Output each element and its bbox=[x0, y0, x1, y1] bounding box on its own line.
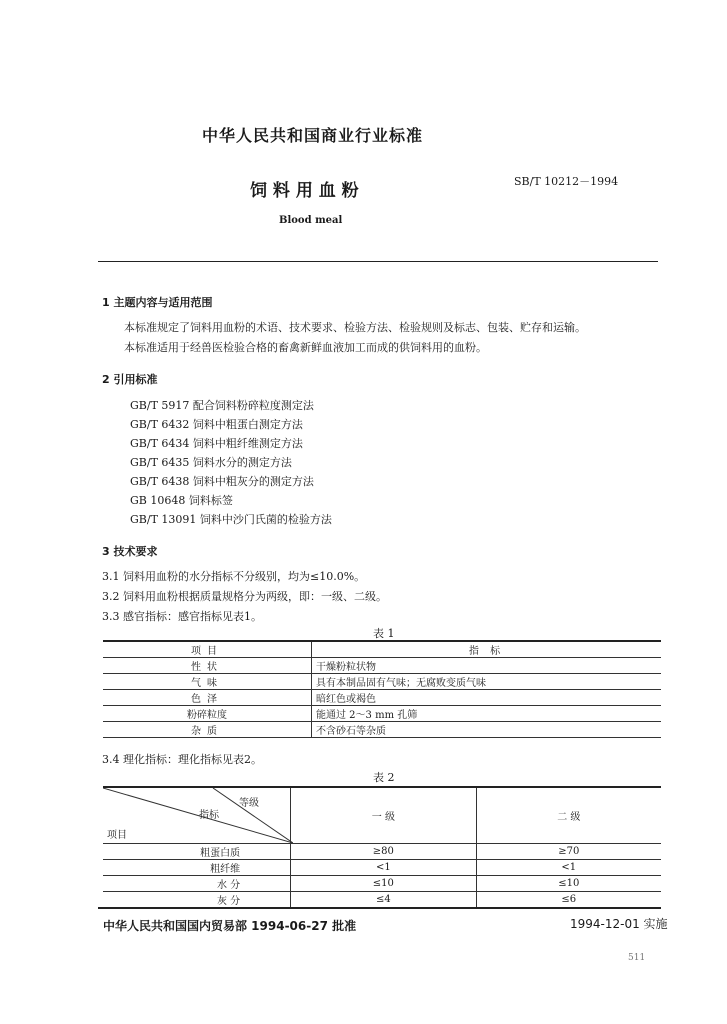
reference-item: GB/T 5917 配合饲料粉碎粒度测定法 bbox=[130, 399, 314, 412]
table1-header-index: 指 标 bbox=[312, 641, 662, 658]
table2-diagonal-header bbox=[103, 787, 291, 844]
reference-item: GB/T 6434 饲料中粗纤维测定方法 bbox=[130, 437, 303, 450]
reference-item: GB/T 6432 饲料中粗蛋白测定方法 bbox=[130, 418, 303, 431]
table2-item: 粗纤维 bbox=[103, 860, 291, 876]
table2-item: 粗蛋白质 bbox=[103, 844, 291, 860]
clause-3-1: 3.1 饲料用血粉的水分指标不分级别，均为≤10.0%。 bbox=[102, 570, 366, 583]
table-row bbox=[103, 860, 661, 876]
table-row bbox=[103, 706, 661, 722]
table1-caption: 表 1 bbox=[373, 627, 395, 640]
table1-value: 具有本制品固有气味；无腐败变质气味 bbox=[312, 674, 662, 690]
table1-item: 气味 bbox=[103, 674, 312, 690]
table2-grade1-value: ≤10 bbox=[291, 876, 476, 892]
table-row bbox=[103, 844, 661, 860]
approval-note: 中华人民共和国国内贸易部 1994-06-27 批准 bbox=[103, 919, 357, 933]
table2-item: 灰 分 bbox=[103, 892, 291, 908]
table2-grade2-value: ≤10 bbox=[476, 876, 661, 892]
table2 bbox=[103, 786, 661, 908]
diagonal-lines bbox=[103, 788, 293, 843]
section1-heading: 1 主题内容与适用范围 bbox=[102, 296, 213, 309]
footer-rule bbox=[98, 907, 661, 909]
table1-item: 性状 bbox=[103, 658, 312, 674]
page-number: 511 bbox=[628, 953, 646, 963]
clause-3-4: 3.4 理化指标：理化指标见表2。 bbox=[102, 753, 262, 766]
clause-3-3: 3.3 感官指标：感官指标见表1。 bbox=[102, 610, 262, 623]
reference-item: GB 10648 饲料标签 bbox=[130, 494, 233, 507]
table2-grade2-value: ≥70 bbox=[476, 844, 661, 860]
section1-para1: 本标准规定了饲料用血粉的术语、技术要求、检验方法、检验规则及标志、包装、贮存和运输。 bbox=[124, 321, 586, 334]
table-row bbox=[103, 690, 661, 706]
table1-value: 干燥粉粒状物 bbox=[312, 658, 662, 674]
english-title: Blood meal bbox=[279, 215, 343, 226]
table2-grade1-header: 一 级 bbox=[291, 787, 476, 844]
table2-grade1-value: ≥80 bbox=[291, 844, 476, 860]
table2-header-row bbox=[103, 787, 661, 844]
table2-grade2-header: 二 级 bbox=[476, 787, 661, 844]
table1-value: 不含砂石等杂质 bbox=[312, 722, 662, 738]
table2-item: 水 分 bbox=[103, 876, 291, 892]
diag-item-label: 项目 bbox=[107, 830, 127, 841]
reference-item: GB/T 6438 饲料中粗灰分的测定方法 bbox=[130, 475, 314, 488]
table1-value: 能通过 2～3 mm 孔筛 bbox=[312, 706, 662, 722]
table2-grade2-value: ≤6 bbox=[476, 892, 661, 908]
standard-number: SB/T 10212－1994 bbox=[514, 175, 619, 188]
table1 bbox=[103, 640, 661, 738]
table1-header-row bbox=[103, 641, 661, 658]
table-row bbox=[103, 876, 661, 892]
document-title: 饲 料 用 血 粉 bbox=[250, 181, 359, 201]
table2-caption: 表 2 bbox=[373, 771, 395, 784]
table1-item: 色泽 bbox=[103, 690, 312, 706]
clause-3-2: 3.2 饲料用血粉根据质量规格分为两级，即：一级、二级。 bbox=[102, 590, 387, 603]
table1-header-item: 项目 bbox=[103, 641, 312, 658]
table2-grade1-value: ≤4 bbox=[291, 892, 476, 908]
table1-value: 暗红色或褐色 bbox=[312, 690, 662, 706]
table-row bbox=[103, 892, 661, 908]
table-row bbox=[103, 658, 661, 674]
table1-item: 杂质 bbox=[103, 722, 312, 738]
section2-heading: 2 引用标准 bbox=[102, 373, 158, 386]
header-rule bbox=[98, 261, 658, 262]
section3-heading: 3 技术要求 bbox=[102, 545, 158, 558]
implementation-date: 1994-12-01 实施 bbox=[570, 917, 668, 931]
table2-grade1-value: <1 bbox=[291, 860, 476, 876]
reference-item: GB/T 13091 饲料中沙门氏菌的检验方法 bbox=[130, 513, 332, 526]
diag-grade-label: 等级 bbox=[239, 798, 259, 809]
table2-grade2-value: <1 bbox=[476, 860, 661, 876]
table-row bbox=[103, 674, 661, 690]
reference-item: GB/T 6435 饲料水分的测定方法 bbox=[130, 456, 292, 469]
section1-para2: 本标准适用于经兽医检验合格的畜禽新鲜血液加工而成的供饲料用的血粉。 bbox=[124, 341, 487, 354]
diag-index-label: 指标 bbox=[199, 810, 219, 821]
table1-item: 粉碎粒度 bbox=[103, 706, 312, 722]
publisher-title: 中华人民共和国商业行业标准 bbox=[202, 126, 424, 145]
table-row bbox=[103, 722, 661, 738]
